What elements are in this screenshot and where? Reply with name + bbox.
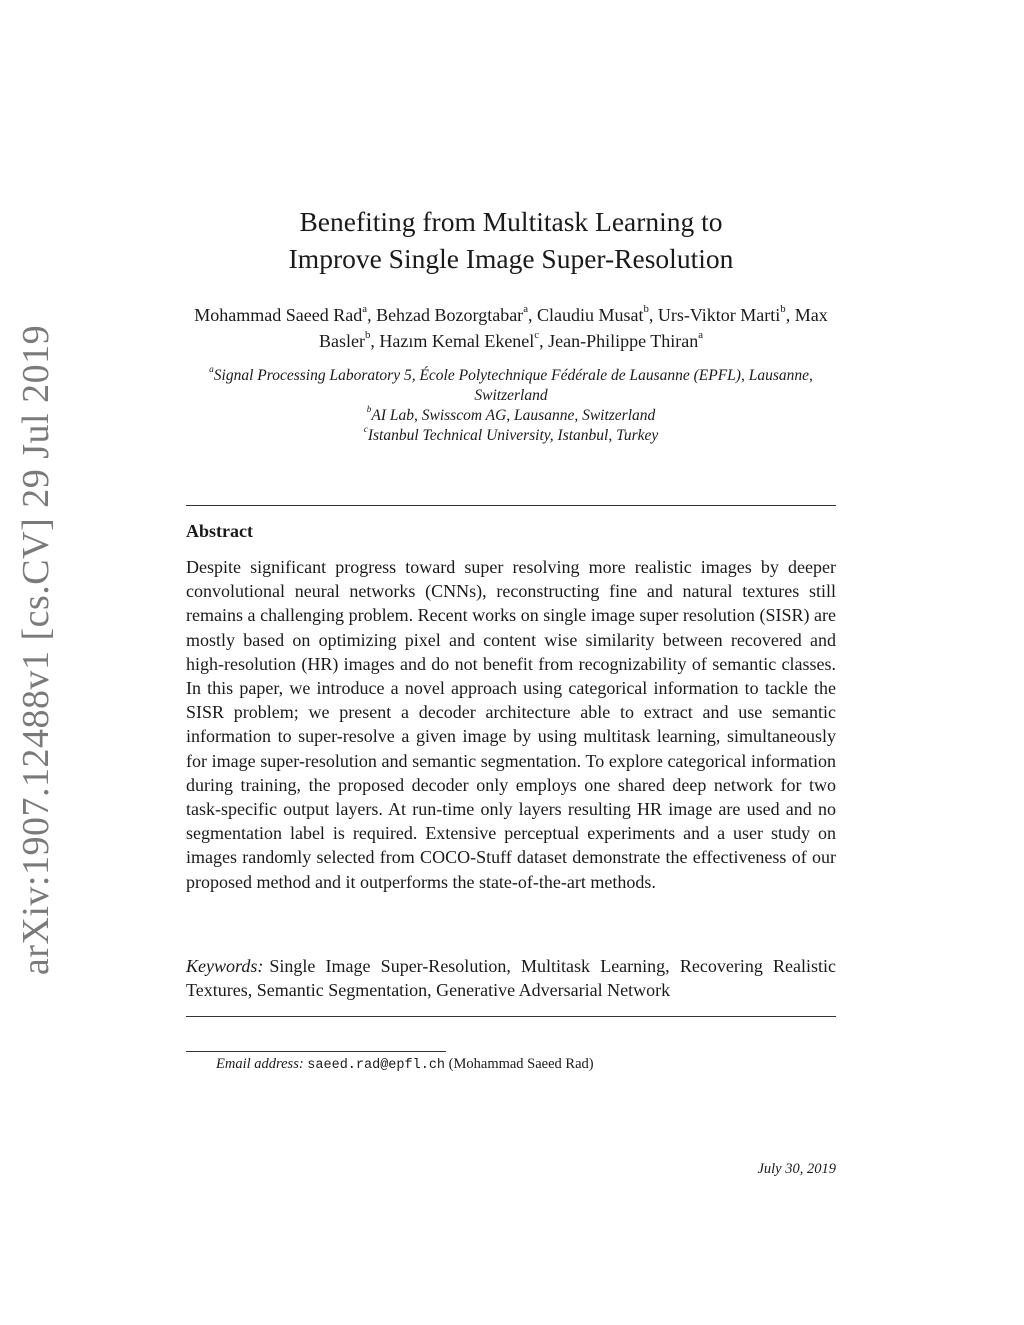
- footnote: [216, 1054, 594, 1076]
- affiliation-item: [186, 426, 836, 446]
- abstract-bottom-rule: [186, 1016, 836, 1017]
- footnote-email-label: Email address:: [216, 1056, 304, 1072]
- preprint-date: July 30, 2019: [757, 1161, 836, 1177]
- keywords-label: Keywords:: [186, 956, 264, 976]
- affiliation-mark: a: [209, 365, 214, 376]
- author-affiliation-mark: b: [780, 303, 786, 316]
- affiliation-text: AI Lab, Swisscom AG, Lausanne, Switzerland: [371, 407, 656, 424]
- author-name: Jean-Philippe Thiran: [548, 331, 699, 351]
- paper-title: [186, 203, 836, 277]
- author-name: Hazım Kemal Ekenel: [379, 331, 535, 351]
- affiliation-text: Istanbul Technical University, Istanbul, Turkey: [367, 427, 659, 444]
- title-line-2: Improve Single Image Super-Resolution: [288, 243, 734, 274]
- author-affiliation-mark: a: [362, 303, 368, 316]
- footnote-rule: [186, 1051, 446, 1052]
- author-affiliation-mark: a: [523, 303, 528, 316]
- title-line-1: Benefiting from Multitask Learning to: [299, 206, 723, 237]
- affiliation-mark: b: [366, 405, 372, 416]
- author-affiliation-mark: b: [643, 303, 649, 316]
- affiliation-item: [186, 406, 836, 426]
- footnote-email-link[interactable]: saeed.rad@epfl.ch: [307, 1058, 446, 1073]
- affiliation-list: [186, 366, 836, 446]
- keywords-text: Single Image Super-Resolution, Multitask Learning, Recovering Realistic Textures, Semantic Segmentation, Generative Adversarial Network: [186, 956, 836, 1001]
- abstract-heading: Abstract: [186, 521, 253, 541]
- affiliation-mark: c: [363, 425, 368, 436]
- affiliation-text: Signal Processing Laboratory 5, École Polytechnique Fédérale de Lausanne (EPFL), Lausanne, Switzerland: [213, 367, 813, 404]
- affiliation-item: [186, 366, 836, 406]
- arxiv-identifier: arXiv:1907.12488v1 [cs.CV] 29 Jul 2019: [15, 324, 57, 976]
- footnote-author-name: (Mohammad Saeed Rad): [448, 1056, 594, 1072]
- author-name: Mohammad Saeed Rad: [194, 305, 363, 325]
- author-affiliation-mark: b: [364, 329, 371, 342]
- keywords: [186, 954, 836, 1002]
- author-name: Claudiu Musat: [536, 305, 644, 325]
- author-name: Behzad Bozorgtabar: [376, 305, 524, 325]
- author-list: Mohammad Saeed Rad$^a$, Behzad Bozorgtabar$^a$, Claudiu Musat$^b$, Urs-Viktor Marti$^b$, Max Basler$^b$, Hazım Kemal Ekenel$^c$, Jean-Philippe Thiran$^a$: [194, 303, 828, 351]
- author-affiliation-mark: a: [698, 329, 704, 342]
- abstract-text: Despite significant progress toward super resolving more realistic images by deeper convolutional neural networks (CNNs), reconstructing fine and natural textures still remains a challenging problem. Recent works on single image super resolution (SISR) are mostly based on optimizing pixel and content wise similarity between recovered and high-resolution (HR) images and do not benefit from recognizability of semantic classes. In this paper, we introduce a novel approach using categorical information to tackle the SISR problem; we present a decoder architecture able to extract and use semantic information to super-resolve a given image by using multitask learning, simultaneously for image super-resolution and semantic segmentation. To explore categorical information during training, the proposed decoder only employs one shared deep network for two task-specific output layers. At run-time only layers resulting HR image are used and no segmentation label is required. Extensive perceptual experiments and a user study on images randomly selected from COCO-Stuff dataset demonstrate the effectiveness of our proposed method and it outperforms the state-of-the-art methods.: [186, 557, 836, 892]
- author-name: Urs-Viktor Marti: [657, 305, 781, 325]
- abstract-top-rule: [186, 505, 836, 506]
- author-affiliation-mark: c: [534, 329, 540, 342]
- author-name: Max Basler: [318, 305, 828, 351]
